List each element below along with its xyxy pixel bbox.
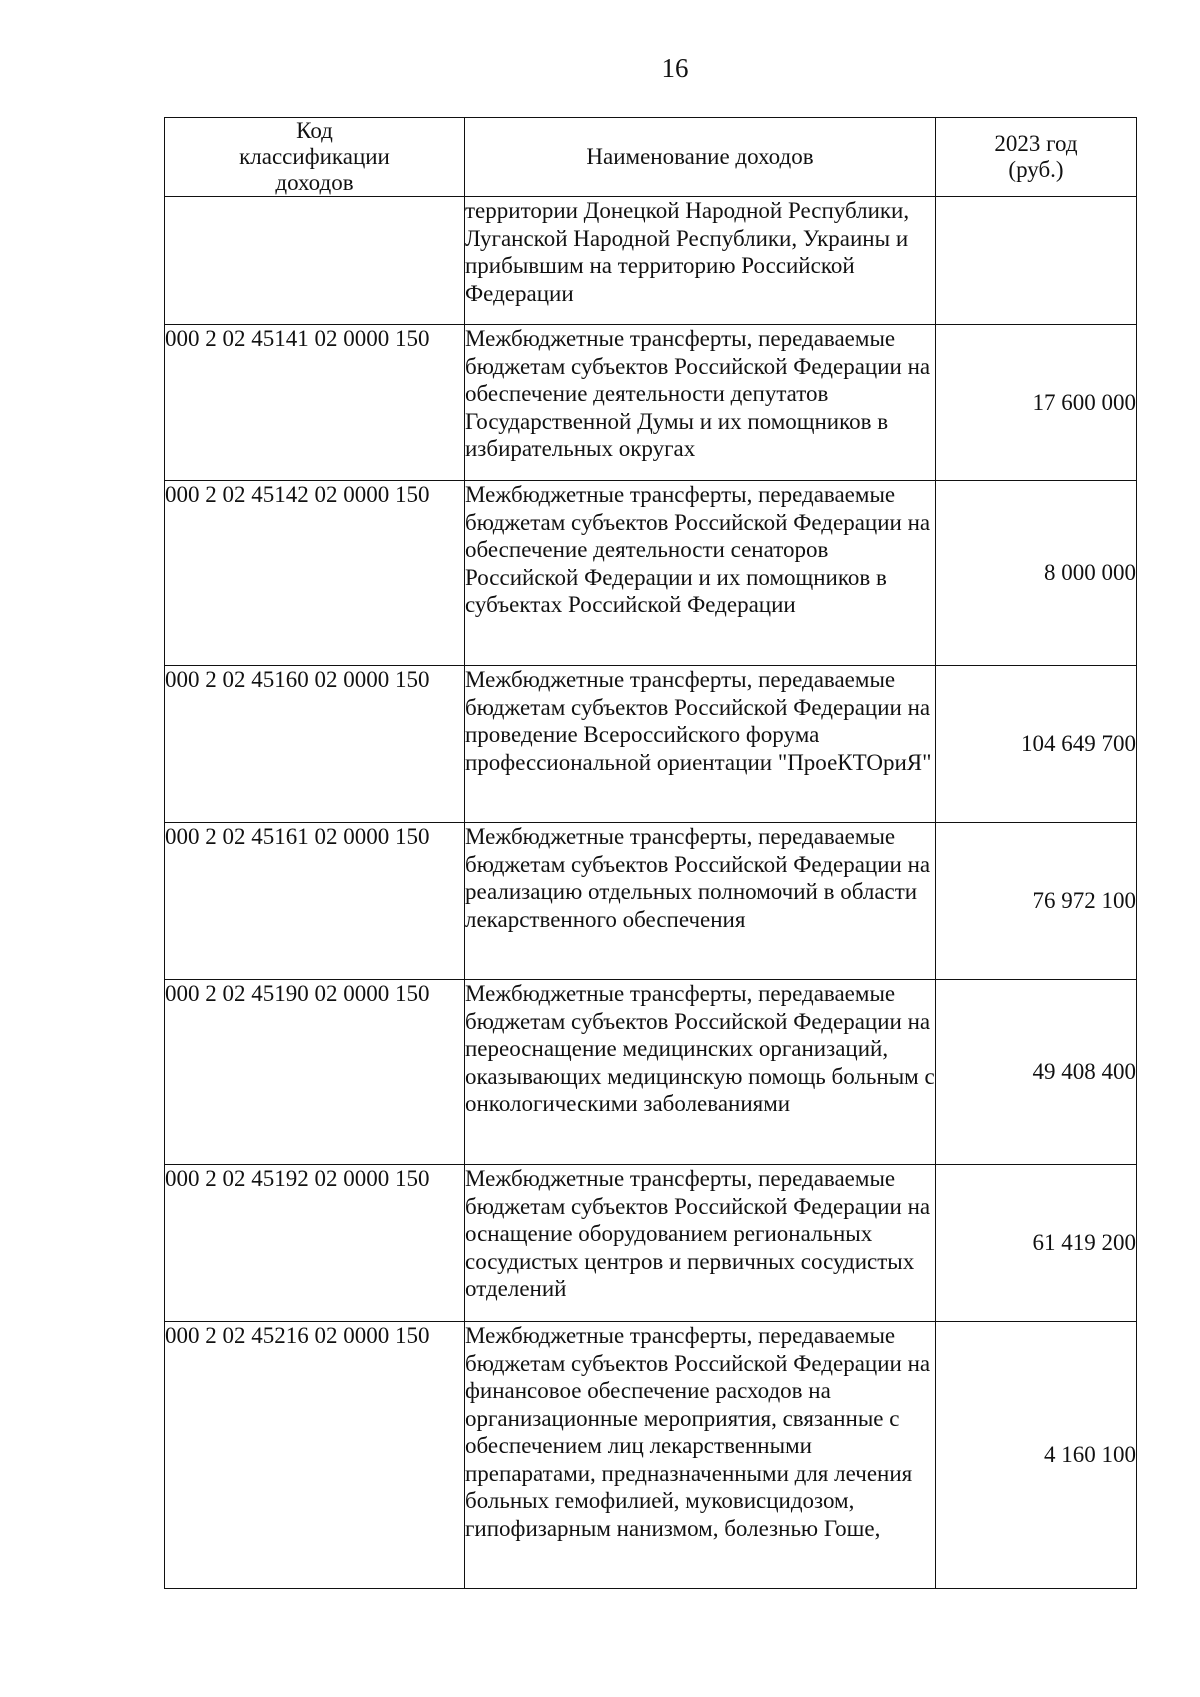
table-row bbox=[165, 481, 1137, 666]
row-amount: 17 600 000 bbox=[936, 325, 1137, 481]
row-name: Межбюджетные трансферты, передаваемые бюджетам субъектов Российской Федерации на оснащение оборудованием региональных сосудистых центров и первичных сосудистых отделений bbox=[465, 1165, 936, 1322]
row-amount bbox=[936, 197, 1137, 325]
page-number: 16 bbox=[661, 53, 689, 83]
row-code: 000 2 02 45192 02 0000 150 bbox=[165, 1165, 465, 1322]
row-code: 000 2 02 45160 02 0000 150 bbox=[165, 666, 465, 823]
row-amount: 61 419 200 bbox=[936, 1165, 1137, 1322]
row-code: 000 2 02 45161 02 0000 150 bbox=[165, 823, 465, 980]
row-code: 000 2 02 45216 02 0000 150 bbox=[165, 1322, 465, 1589]
row-name: Межбюджетные трансферты, передаваемые бюджетам субъектов Российской Федерации на проведение Всероссийского форума профессиональной ориентации "ПроеКТОриЯ" bbox=[465, 666, 936, 823]
header-code: Код классификации доходов bbox=[165, 118, 465, 197]
row-code bbox=[165, 197, 465, 325]
table-row bbox=[165, 1165, 1137, 1322]
row-name: Межбюджетные трансферты, передаваемые бюджетам субъектов Российской Федерации на финансовое обеспечение расходов на организационные мероприятия, связанные с обеспечением лиц лекарственными препаратами, предназначенными для лечения больных гемофилией, муковисцидозом, гипофизарным нанизмом, болезнью Гоше, bbox=[465, 1322, 936, 1589]
row-amount: 49 408 400 bbox=[936, 980, 1137, 1165]
table-row bbox=[165, 823, 1137, 980]
table-row bbox=[165, 197, 1137, 325]
table-row bbox=[165, 666, 1137, 823]
table-row bbox=[165, 1322, 1137, 1589]
row-code: 000 2 02 45190 02 0000 150 bbox=[165, 980, 465, 1165]
row-amount: 76 972 100 bbox=[936, 823, 1137, 980]
row-name: территории Донецкой Народной Республики, Луганской Народной Республики, Украины и прибывшим на территорию Российской Федерации bbox=[465, 197, 936, 325]
row-amount: 4 160 100 bbox=[936, 1322, 1137, 1589]
row-name: Межбюджетные трансферты, передаваемые бюджетам субъектов Российской Федерации на переоснащение медицинских организаций, оказывающих медицинскую помощь больным с онкологическими заболеваниями bbox=[465, 980, 936, 1165]
table-row bbox=[165, 980, 1137, 1165]
row-code: 000 2 02 45141 02 0000 150 bbox=[165, 325, 465, 481]
table-row bbox=[165, 325, 1137, 481]
row-amount: 8 000 000 bbox=[936, 481, 1137, 666]
table-header-row bbox=[165, 118, 1137, 197]
header-name: Наименование доходов bbox=[465, 118, 936, 197]
header-amount: 2023 год (руб.) bbox=[936, 118, 1137, 197]
row-name: Межбюджетные трансферты, передаваемые бюджетам субъектов Российской Федерации на реализацию отдельных полномочий в области лекарственного обеспечения bbox=[465, 823, 936, 980]
income-table bbox=[164, 117, 1137, 1589]
row-name: Межбюджетные трансферты, передаваемые бюджетам субъектов Российской Федерации на обеспечение деятельности сенаторов Российской Федерации и их помощников в субъектах Российской Федерации bbox=[465, 481, 936, 666]
row-name: Межбюджетные трансферты, передаваемые бюджетам субъектов Российской Федерации на обеспечение деятельности депутатов Государственной Думы и их помощников в избирательных округах bbox=[465, 325, 936, 481]
row-code: 000 2 02 45142 02 0000 150 bbox=[165, 481, 465, 666]
row-amount: 104 649 700 bbox=[936, 666, 1137, 823]
